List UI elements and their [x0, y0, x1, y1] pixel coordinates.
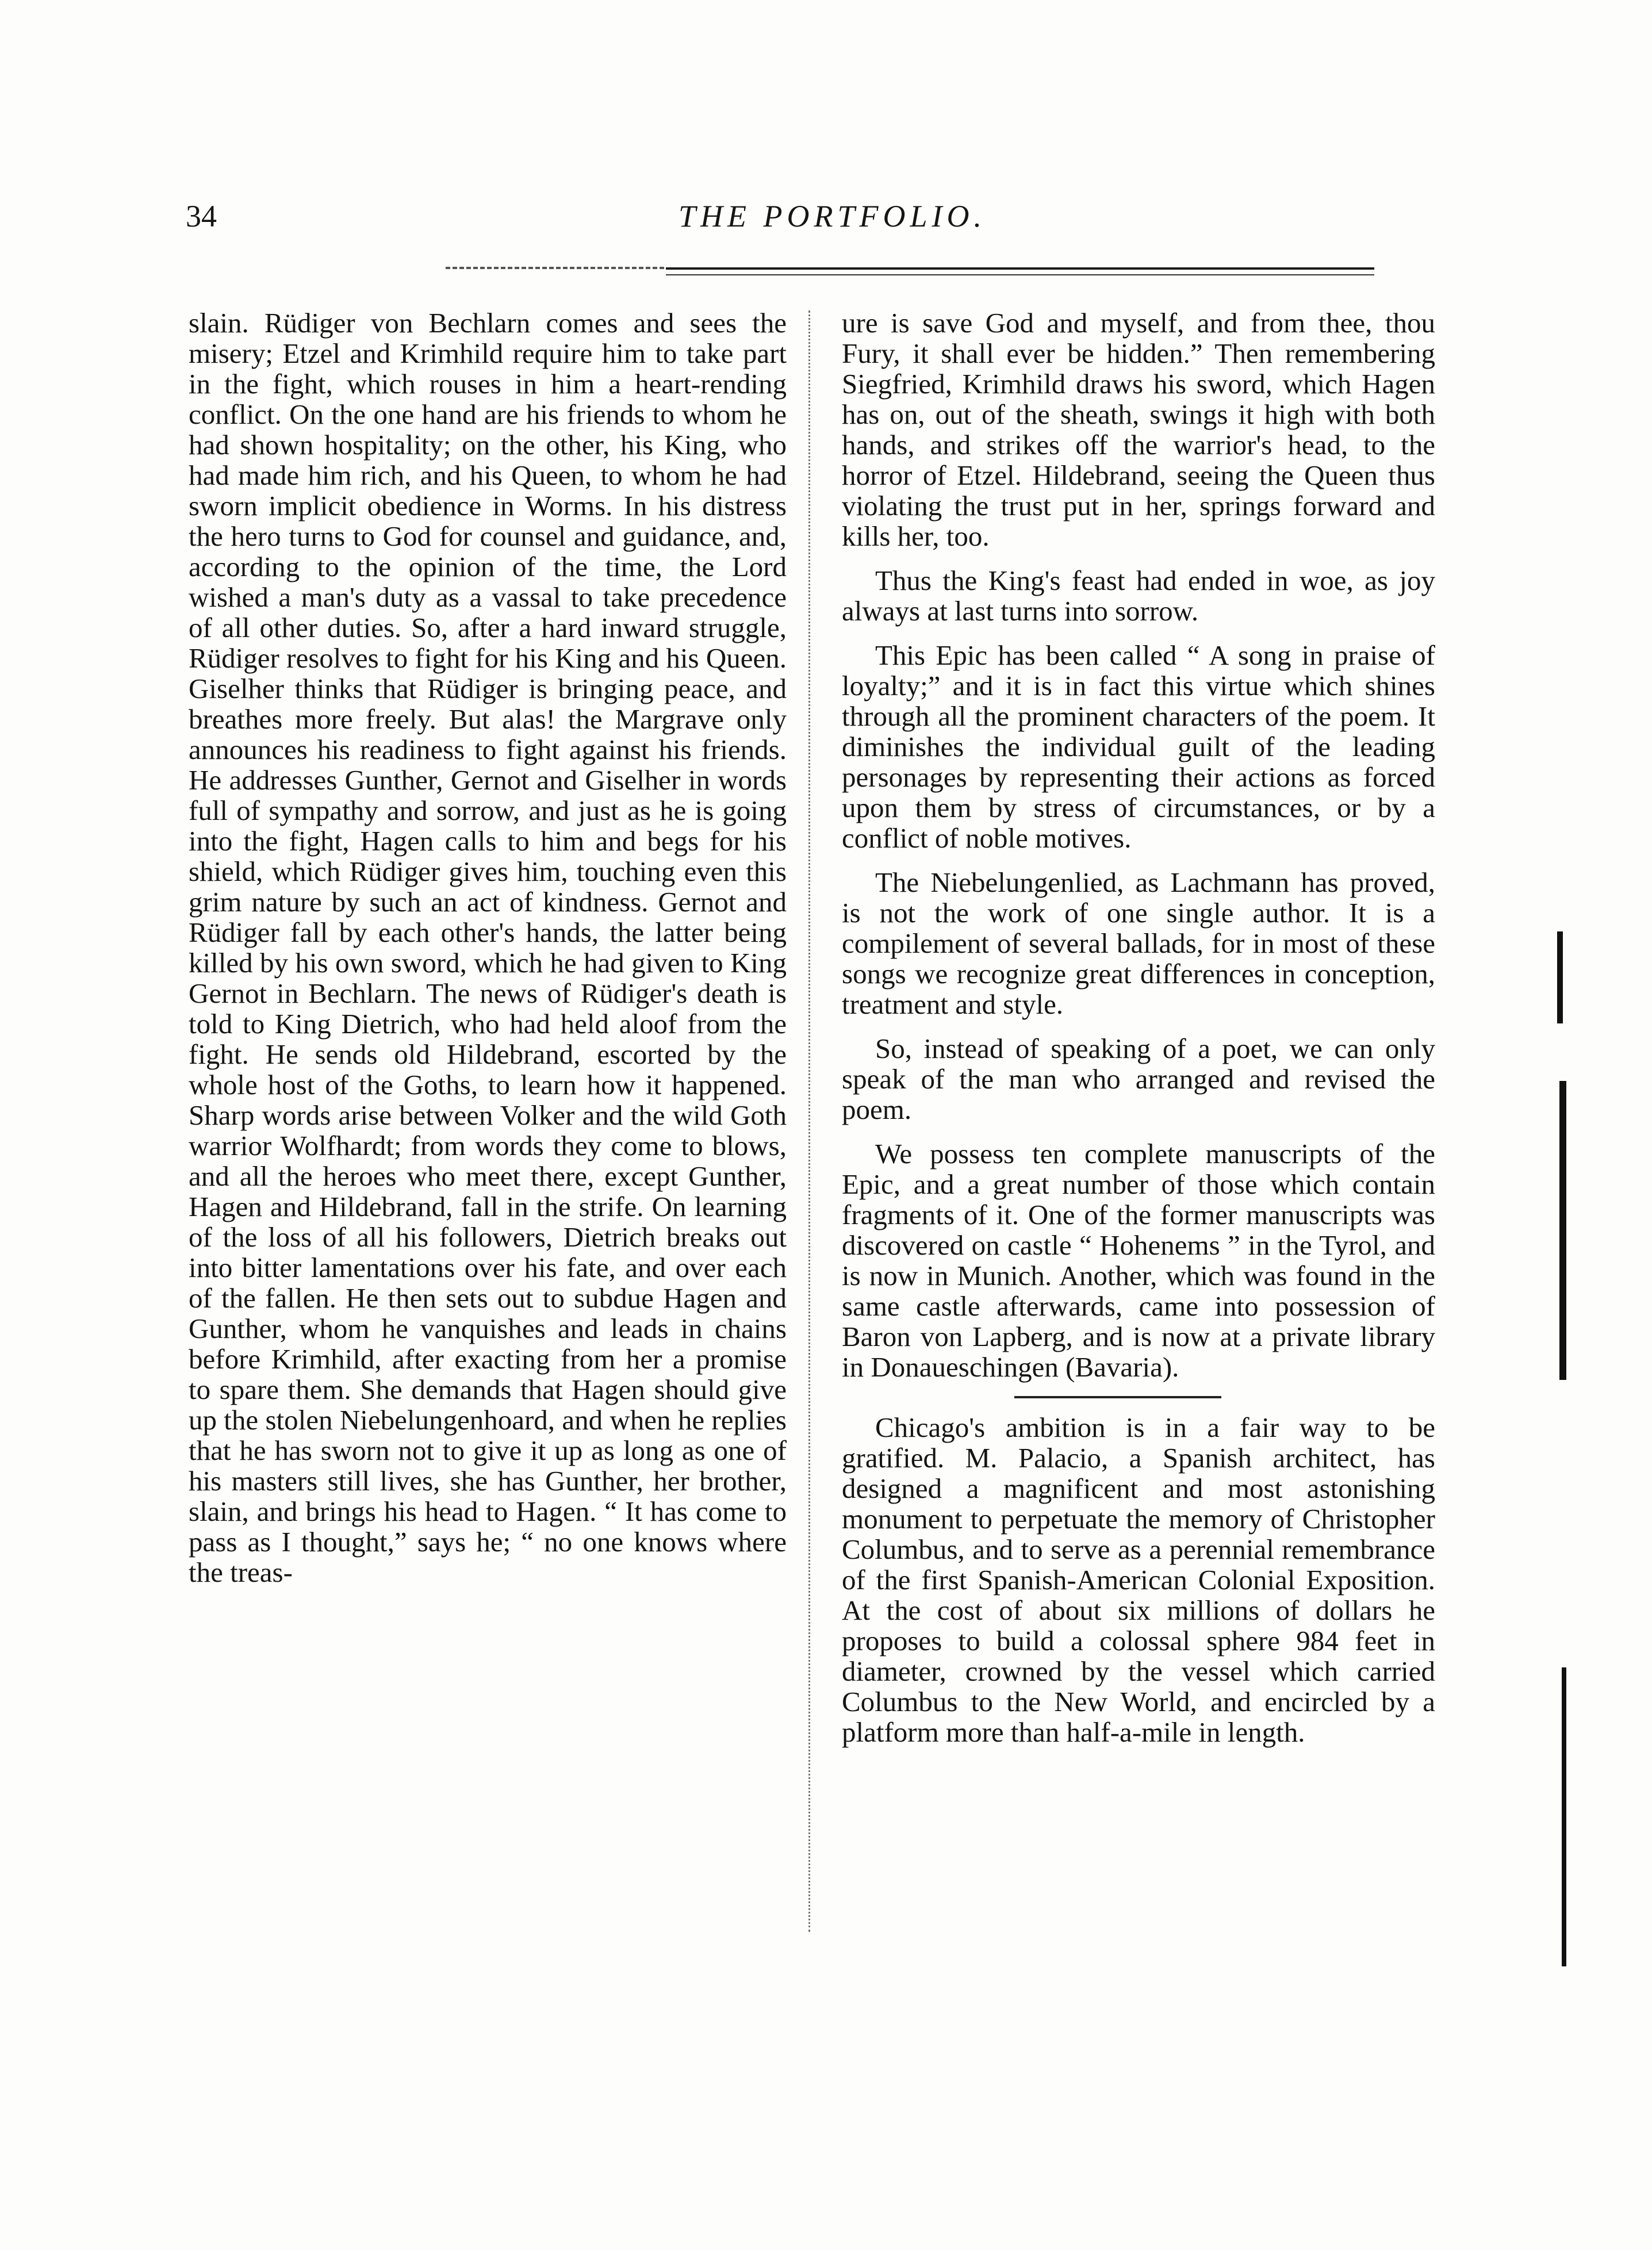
scan-edge-mark: [1562, 1667, 1566, 1966]
right-paragraph: The Niebelungenlied, as Lachmann has proved, is not the work of one single author. It is a compilement of several ballads, for in most of these songs we recognize great differences in conception, treatment and style.: [842, 866, 1435, 1020]
page-header: [0, 198, 1652, 244]
news-note: Chicago's ambition is in a fair way to be gratified. M. Palacio, a Spanish architect, has designed a magnificent and most astonishing monument to perpetuate the memory of Christopher Columbus, and to serve as a perennial remembrance of the first Spanish-American Colonial Exposition. At the cost of about six millions of dollars he proposes to build a colossal sphere 984 feet in diameter, crowned by the vessel which carried Columbus to the New World, and encircled by a platform more than half-a-mile in length.: [842, 1412, 1435, 1748]
column-divider: [808, 310, 810, 1932]
right-paragraph: We possess ten complete manuscripts of the Epic, and a great number of those which contain fragments of it. One of the former manuscripts was discovered on castle “ Hohenems ” in the Tyrol, and is now in Munich. Another, which was found in the same castle afterwards, came into possession of Baron von Lapberg, and is now at a private library in Donaueschingen (Bavaria).: [842, 1138, 1435, 1383]
right-paragraph: This Epic has been called “ A song in praise of loyalty;” and it is in fact this virtue which shines through all the prominent characters of the poem. It diminishes the individual guilt of the leading personages by representing their actions as forced upon them by stress of circumstances, or by a conflict of noble motives.: [842, 639, 1435, 854]
left-column: [189, 308, 787, 1587]
header-rule-faded: [446, 267, 664, 269]
header-rule-thin: [666, 274, 1374, 275]
right-paragraph: So, instead of speaking of a poet, we can only speak of the man who arranged and revised the poem.: [842, 1033, 1435, 1125]
left-paragraph: slain. Rüdiger von Bechlarn comes and sees the misery; Etzel and Krimhild require him to take part in the fight, which rouses in him a heart-rending conflict. On the one hand are his friends to whom he had shown hospitality; on the other, his King, who had made him rich, and his Queen, to whom he had sworn implicit obedience in Worms. In his distress the hero turns to God for counsel and guidance, and, according to the opinion of the time, the Lord wished a man's duty as a vassal to take precedence of all other duties. So, after a hard inward struggle, Rüdiger resolves to fight for his King and his Queen. Giselher thinks that Rüdiger is bringing peace, and breathes more freely. But alas! the Margrave only announces his readiness to fight against his friends. He addresses Gunther, Gernot and Giselher in words full of sympathy and sorrow, and just as he is going into the fight, Hagen calls to him and begs for his shield, which Rüdiger gives him, touching even this grim nature by such an act of kindness. Gernot and Rüdiger fall by each other's hands, the latter being killed by his own sword, which he had given to King Gernot in Bechlarn. The news of Rüdiger's death is told to King Dietrich, who had held aloof from the fight. He sends old Hildebrand, escorted by the whole host of the Goths, to learn how it happened. Sharp words arise between Volker and the wild Goth warrior Wolfhardt; from words they come to blows, and all the heroes who meet there, except Gunther, Hagen and Hildebrand, fall in the strife. On learning of the loss of all his followers, Dietrich breaks out into bitter lamentations over his fate, and over each of the fallen. He then sets out to subdue Hagen and Gunther, whom he vanquishes and leads in chains before Krimhild, after exacting from her a promise to spare them. She demands that Hagen should give up the stolen Niebelungenhoard, and when he replies that he has sworn not to give it up as long as one of his masters still lives, she has Gunther, her brother, slain, and brings his head to Hagen. “ It has come to pass as I thought,” says he; “ no one knows where the treas-: [189, 307, 787, 1588]
right-column: [842, 308, 1435, 1747]
section-divider-rule: [1014, 1396, 1221, 1398]
page-number: 34: [186, 199, 217, 233]
scan-edge-mark: [1557, 931, 1563, 1023]
right-paragraph: Thus the King's feast had ended in woe, as joy always at last turns into sorrow.: [842, 565, 1435, 627]
scan-edge-mark: [1559, 1081, 1566, 1380]
running-title: THE PORTFOLIO.: [679, 199, 987, 233]
right-paragraph: ure is save God and myself, and from thee, thou Fury, it shall ever be hidden.” Then remembering Siegfried, Krimhild draws his sword, which Hagen has on, out of the sheath, swings it high with both hands, and strikes off the warrior's head, to the horror of Etzel. Hildebrand, seeing the Queen thus violating the trust put in her, springs forward and kills her, too.: [842, 307, 1435, 552]
header-rule-thick: [666, 267, 1374, 270]
